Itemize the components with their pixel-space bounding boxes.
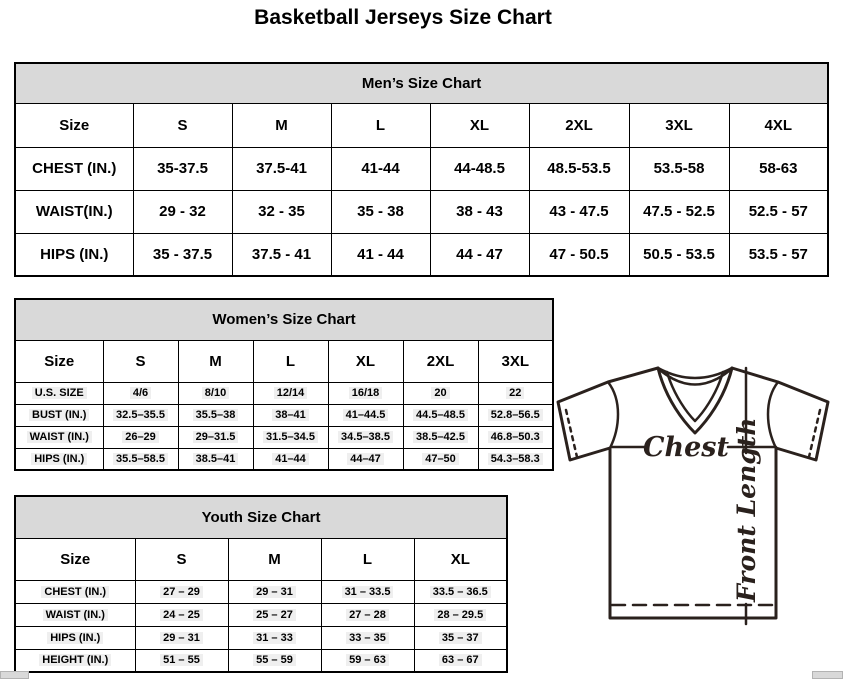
column-header: M: [228, 538, 321, 580]
size-value-cell: 29–31.5: [178, 426, 253, 448]
size-value-cell: 47–50: [403, 448, 478, 470]
size-value-cell: 8/10: [178, 382, 253, 404]
youth-table-caption: Youth Size Chart: [15, 496, 507, 538]
size-value-cell: 35 - 38: [331, 190, 430, 233]
row-label: WAIST (IN.): [15, 603, 135, 626]
size-value-cell: 33 – 35: [321, 626, 414, 649]
size-value-cell: 33.5 – 36.5: [414, 580, 507, 603]
size-value-cell: 27 – 28: [321, 603, 414, 626]
column-header: 2XL: [529, 103, 629, 147]
size-value-cell: 27 – 29: [135, 580, 228, 603]
size-value-cell: 53.5 - 57: [729, 233, 828, 276]
size-value-cell: 41-44: [331, 147, 430, 190]
row-label: WAIST (IN.): [15, 426, 103, 448]
size-value-cell: 63 – 67: [414, 649, 507, 672]
size-value-cell: 4/6: [103, 382, 178, 404]
size-value-cell: 58-63: [729, 147, 828, 190]
table-row: [15, 580, 507, 603]
column-header: Size: [15, 103, 133, 147]
size-value-cell: 32 - 35: [232, 190, 331, 233]
size-value-cell: 47.5 - 52.5: [629, 190, 729, 233]
size-value-cell: 46.8–50.3: [478, 426, 553, 448]
table-row: [15, 649, 507, 672]
column-header: 2XL: [403, 340, 478, 382]
size-value-cell: 35-37.5: [133, 147, 232, 190]
size-value-cell: 35.5–38: [178, 404, 253, 426]
page-title: Basketball Jerseys Size Chart: [254, 6, 552, 29]
size-value-cell: 44-48.5: [430, 147, 529, 190]
size-value-cell: 52.8–56.5: [478, 404, 553, 426]
front-length-measure-label: Front Length: [732, 417, 761, 602]
size-value-cell: 51 – 55: [135, 649, 228, 672]
size-value-cell: 47 - 50.5: [529, 233, 629, 276]
column-header: L: [321, 538, 414, 580]
row-label: U.S. SIZE: [15, 382, 103, 404]
column-header: XL: [430, 103, 529, 147]
size-value-cell: 22: [478, 382, 553, 404]
column-header: 3XL: [629, 103, 729, 147]
size-value-cell: 54.3–58.3: [478, 448, 553, 470]
size-value-cell: 34.5–38.5: [328, 426, 403, 448]
column-header: M: [178, 340, 253, 382]
womens-table-caption: Women’s Size Chart: [15, 299, 553, 340]
column-header: M: [232, 103, 331, 147]
table-caption-row: [15, 63, 828, 103]
table-row: [15, 382, 553, 404]
size-value-cell: 31.5–34.5: [253, 426, 328, 448]
size-value-cell: 35 – 37: [414, 626, 507, 649]
size-value-cell: 31 – 33.5: [321, 580, 414, 603]
column-header: XL: [414, 538, 507, 580]
size-value-cell: 38.5–41: [178, 448, 253, 470]
table-caption-row: [15, 496, 507, 538]
row-label: HEIGHT (IN.): [15, 649, 135, 672]
column-header: S: [133, 103, 232, 147]
column-header: S: [135, 538, 228, 580]
column-header: Size: [15, 538, 135, 580]
size-value-cell: 44.5–48.5: [403, 404, 478, 426]
size-value-cell: 59 – 63: [321, 649, 414, 672]
size-value-cell: 24 – 25: [135, 603, 228, 626]
size-value-cell: 43 - 47.5: [529, 190, 629, 233]
size-value-cell: 35 - 37.5: [133, 233, 232, 276]
row-label: HIPS (IN.): [15, 626, 135, 649]
table-row: [15, 626, 507, 649]
size-value-cell: 38.5–42.5: [403, 426, 478, 448]
table-row: [15, 147, 828, 190]
table-row: [15, 233, 828, 276]
size-value-cell: 35.5–58.5: [103, 448, 178, 470]
column-header: L: [331, 103, 430, 147]
column-header-row: [15, 340, 553, 382]
row-label: CHEST (IN.): [15, 580, 135, 603]
size-value-cell: 38 - 43: [430, 190, 529, 233]
size-value-cell: 37.5 - 41: [232, 233, 331, 276]
row-label: HIPS (IN.): [15, 448, 103, 470]
size-value-cell: 48.5-53.5: [529, 147, 629, 190]
table-row: [15, 404, 553, 426]
size-value-cell: 44 - 47: [430, 233, 529, 276]
size-value-cell: 16/18: [328, 382, 403, 404]
column-header-row: [15, 538, 507, 580]
column-header-row: [15, 103, 828, 147]
size-value-cell: 32.5–35.5: [103, 404, 178, 426]
size-value-cell: 50.5 - 53.5: [629, 233, 729, 276]
column-header: Size: [15, 340, 103, 382]
mens-table-caption: Men’s Size Chart: [15, 63, 828, 103]
column-header: S: [103, 340, 178, 382]
size-value-cell: 29 - 32: [133, 190, 232, 233]
size-value-cell: 25 – 27: [228, 603, 321, 626]
size-value-cell: 12/14: [253, 382, 328, 404]
size-value-cell: 37.5-41: [232, 147, 331, 190]
table-row: [15, 448, 553, 470]
horizontal-scrollbar-right-button[interactable]: [812, 671, 843, 679]
column-header: XL: [328, 340, 403, 382]
mens-size-table: [14, 62, 829, 277]
youth-size-table: [14, 495, 508, 673]
jersey-icon: [548, 358, 840, 633]
size-value-cell: 29 – 31: [135, 626, 228, 649]
size-value-cell: 29 – 31: [228, 580, 321, 603]
size-value-cell: 41–44: [253, 448, 328, 470]
table-row: [15, 190, 828, 233]
size-value-cell: 20: [403, 382, 478, 404]
size-value-cell: 44–47: [328, 448, 403, 470]
row-label: BUST (IN.): [15, 404, 103, 426]
chest-measure-label: Chest: [643, 432, 729, 463]
size-value-cell: 41 - 44: [331, 233, 430, 276]
row-label: HIPS (IN.): [15, 233, 133, 276]
column-header: 4XL: [729, 103, 828, 147]
table-caption-row: [15, 299, 553, 340]
size-value-cell: 31 – 33: [228, 626, 321, 649]
row-label: WAIST(IN.): [15, 190, 133, 233]
row-label: CHEST (IN.): [15, 147, 133, 190]
column-header: 3XL: [478, 340, 553, 382]
column-header: L: [253, 340, 328, 382]
table-row: [15, 426, 553, 448]
size-value-cell: 26–29: [103, 426, 178, 448]
horizontal-scrollbar-left-button[interactable]: [0, 671, 29, 679]
size-value-cell: 38–41: [253, 404, 328, 426]
womens-size-table: [14, 298, 554, 471]
table-row: [15, 603, 507, 626]
size-value-cell: 28 – 29.5: [414, 603, 507, 626]
size-value-cell: 53.5-58: [629, 147, 729, 190]
jersey-measurement-diagram: [548, 358, 840, 633]
size-value-cell: 41–44.5: [328, 404, 403, 426]
size-value-cell: 52.5 - 57: [729, 190, 828, 233]
size-value-cell: 55 – 59: [228, 649, 321, 672]
